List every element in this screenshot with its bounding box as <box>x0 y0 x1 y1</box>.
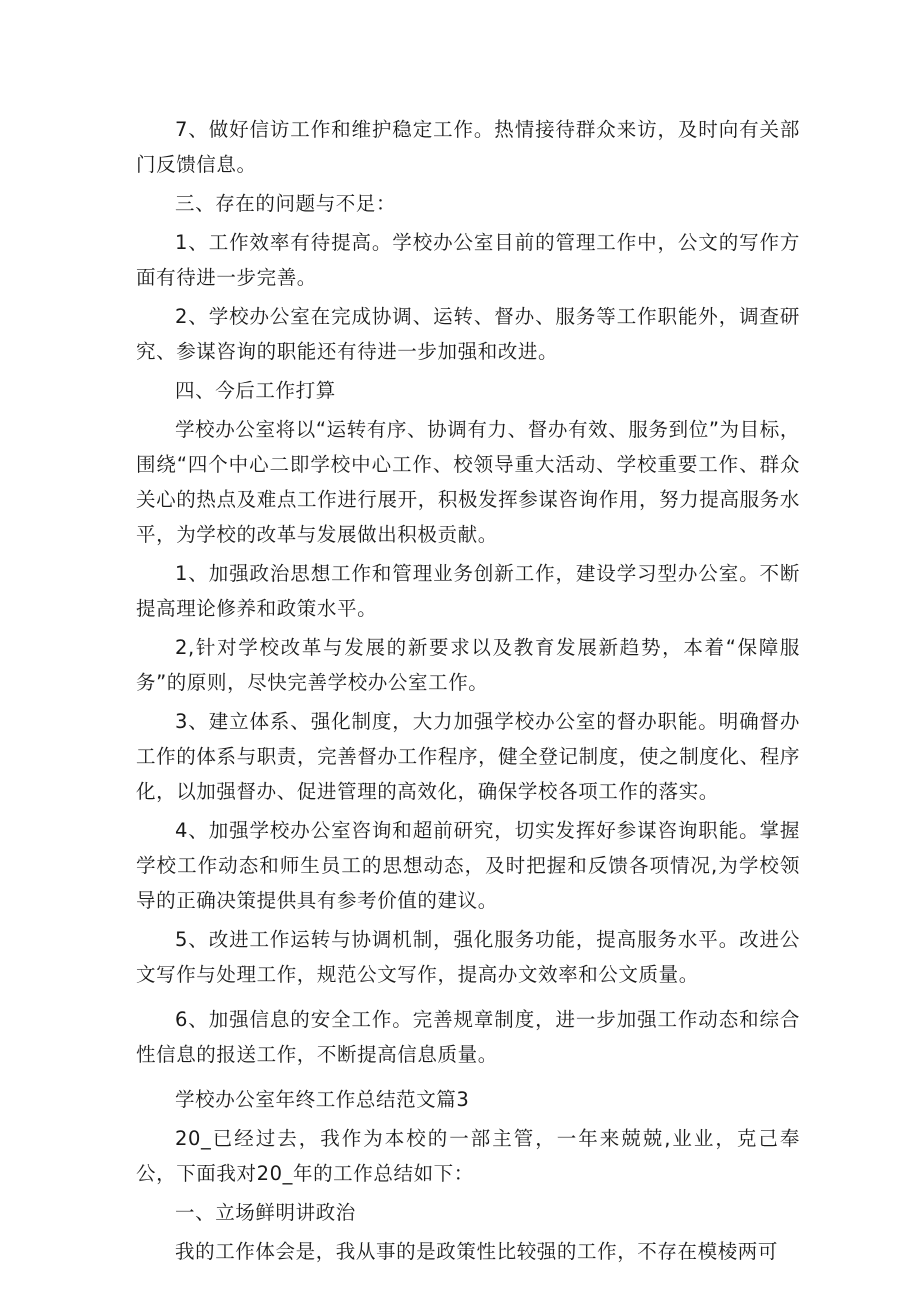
section-title-article-3: 学校办公室年终工作总结范文篇3 <box>175 1088 470 1111</box>
heading-political-stance: 一、立场鲜明讲政治 <box>175 1201 356 1224</box>
paragraph-problem-1: 1、工作效率有待提高。学校办公室目前的管理工作中，公文的写作方面有待进一步完善。 <box>136 231 800 289</box>
paragraph-problem-2: 2、学校办公室在完成协调、运转、督办、服务等工作职能外，调查研究、参谋咨询的职能还有待进一步加强和改进。 <box>136 305 800 363</box>
heading-future-plans: 四、今后工作打算 <box>175 379 336 402</box>
paragraph-article-3-intro: 20_已经过去，我作为本校的一部主管，一年来兢兢,业业，克己奉公，下面我对20_年的工作总结如下： <box>136 1127 800 1185</box>
document-body <box>136 112 800 1269</box>
paragraph-plan-2: 2,针对学校改革与发展的新要求以及教育发展新趋势，本着“保障服务”的原则，尽快完善学校办公室工作。 <box>136 636 800 694</box>
paragraph-plan-4: 4、加强学校办公室咨询和超前研究，切实发挥好参谋咨询职能。掌握学校工作动态和师生员工的思想动态，及时把握和反馈各项情况,为学校领导的正确决策提供具有参考价值的建议。 <box>136 819 800 912</box>
paragraph-plans-intro: 学校办公室将以“运转有序、协调有力、督办有效、服务到位”为目标，围绕“四个中心二即学校中心工作、校领导重大活动、学校重要工作、群众关心的热点及难点工作进行展开，积极发挥参谋咨询作用，努力提高服务水平，为学校的改革与发展做出积极贡献。 <box>136 418 800 546</box>
paragraph-plan-5: 5、改进工作运转与协调机制，强化服务功能，提高服务水平。改进公文写作与处理工作，规范公文写作，提高办文效率和公文质量。 <box>136 928 800 986</box>
paragraph-plan-3: 3、建立体系、强化制度，大力加强学校办公室的督办职能。明确督办工作的体系与职责，完善督办工作程序，健全登记制度，使之制度化、程序化，以加强督办、促进管理的高效化，确保学校各项工作的落实。 <box>136 710 800 803</box>
paragraph-plan-6: 6、加强信息的安全工作。完善规章制度，进一步加强工作动态和综合性信息的报送工作，不断提高信息质量。 <box>136 1008 800 1066</box>
heading-problems: 三、存在的问题与不足： <box>175 192 397 215</box>
paragraph-work-experience: 我的工作体会是，我从事的是政策性比较强的工作，不存在模棱两可 <box>175 1240 779 1263</box>
paragraph-plan-1: 1、加强政治思想工作和管理业务创新工作，建设学习型办公室。不断提高理论修养和政策水平。 <box>136 562 800 620</box>
paragraph-item-7-petition: 7、做好信访工作和维护稳定工作。热情接待群众来访，及时向有关部门反馈信息。 <box>136 118 800 176</box>
